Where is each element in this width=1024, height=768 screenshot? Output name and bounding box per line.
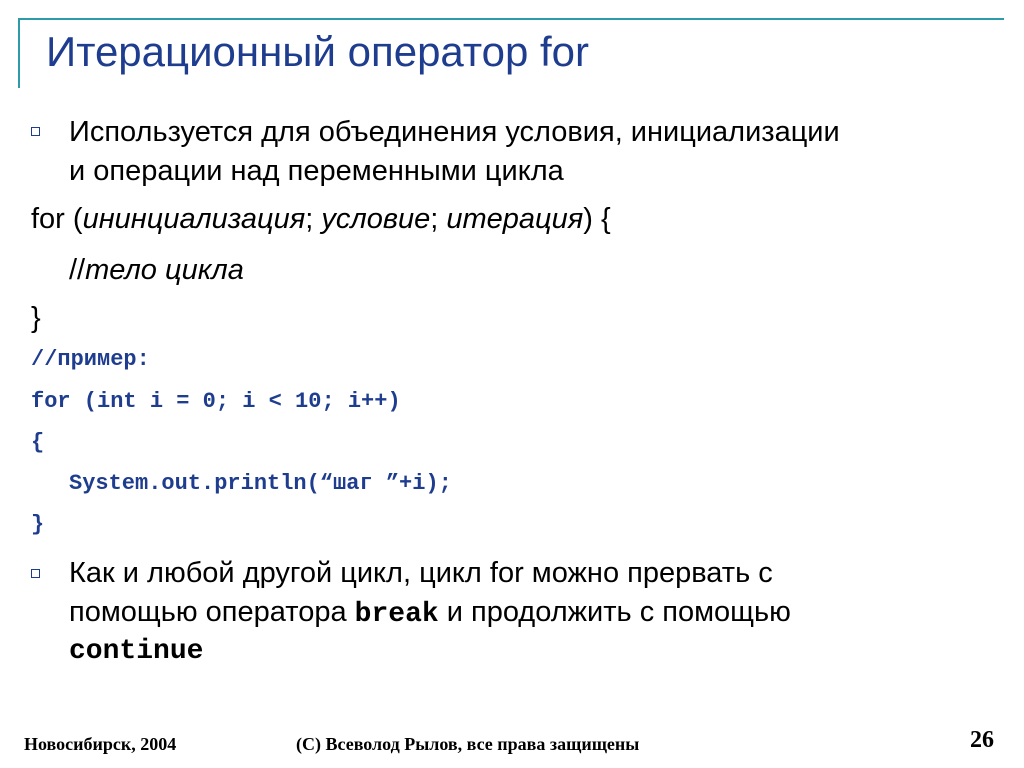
slide-title: Итерационный оператор for [46,28,590,75]
bullet-2-line-1: Как и любой другой цикл, цикл for можно прервать с [69,557,773,589]
title-accent-horizontal [18,18,1004,20]
syntax-body-line [69,250,244,290]
footer-left: Новосибирск, 2004 [24,734,177,754]
syntax-sep-1: ; [305,203,314,235]
code-for-header: for (int i = 0; i < 10; i++) [31,389,401,414]
keyword-break: break [354,599,439,630]
code-open-brace: { [31,430,45,455]
syntax-for-open: for ( [31,203,83,235]
syntax-body: тело цикла [85,254,244,286]
syntax-iter: итерация [446,203,584,235]
syntax-cond: условие [321,203,431,235]
syntax-body-slashes: // [69,254,86,286]
syntax-sep-2: ; [430,203,439,235]
bullet-1-line-2: и операции над переменными цикла [69,155,564,187]
title-accent-vertical [18,18,20,88]
syntax-for-line [31,199,611,239]
code-println: System.out.println(“шаг ”+i); [69,471,452,496]
code-close-brace: } [31,512,45,537]
bullet-2-line-2 [69,592,791,635]
bullet-2-line-2-pre: помощью оператора [69,596,355,628]
bullet-2-line-2-post: и продолжить с помощью [438,596,791,628]
bullet-1-line-1: Используется для объединения условия, инициализации [69,116,840,148]
code-comment: //пример: [31,347,150,372]
syntax-end: } [31,302,41,334]
footer-center: (C) Всеволод Рылов, все права защищены [296,734,640,754]
syntax-close: ) { [583,203,611,235]
bullet-square-icon [31,127,40,136]
syntax-init: ининциализация [82,203,306,235]
bullet-square-icon [31,569,40,578]
page-number: 26 [970,727,994,753]
keyword-continue: continue [69,636,204,667]
